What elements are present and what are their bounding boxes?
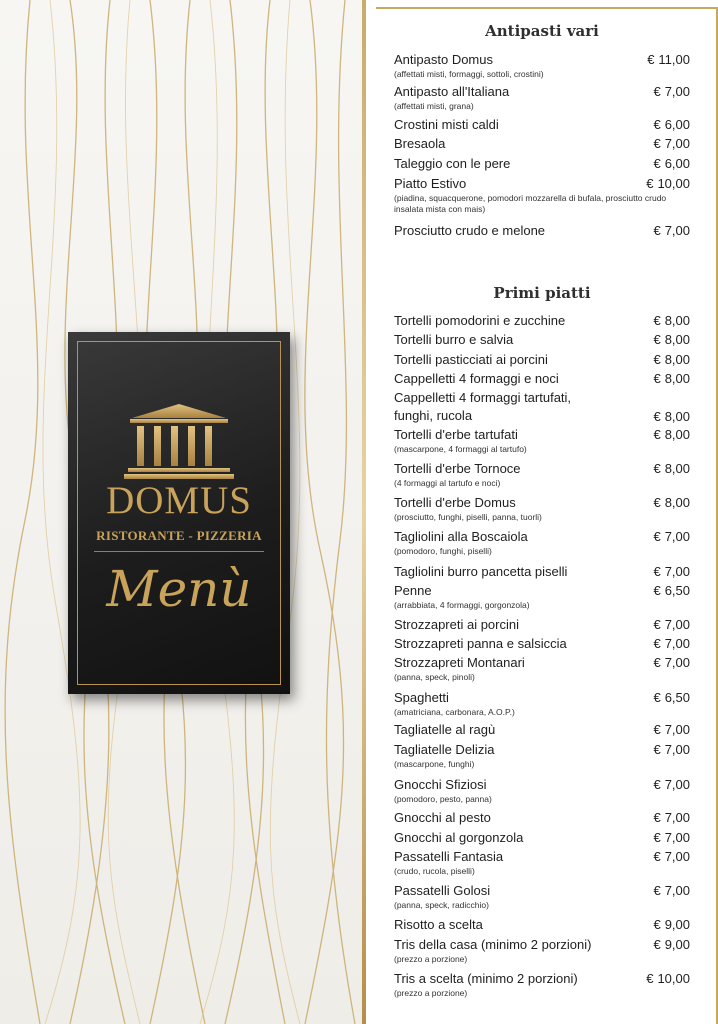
price-amount: 6,50	[664, 690, 690, 705]
price-amount: 7,00	[664, 636, 690, 651]
menu-item-description: (panna, speck, radicchio)	[394, 900, 489, 910]
menu-item-row	[394, 134, 690, 153]
menu-item-price	[653, 828, 690, 847]
menu-item-name: Spaghetti	[394, 690, 449, 705]
menu-item-row	[394, 847, 690, 866]
price-amount: 8,00	[664, 409, 690, 424]
currency-symbol: €	[653, 722, 661, 737]
menu-item-description: (amatriciana, carbonara, A.O.P.)	[394, 707, 515, 717]
menu-item-row	[394, 425, 690, 444]
currency-symbol: €	[653, 409, 661, 424]
menu-item	[394, 527, 690, 557]
menu-item-price	[653, 881, 690, 900]
menu-item	[394, 369, 690, 388]
menu-item-price	[653, 134, 690, 153]
menu-item-row	[394, 720, 690, 739]
menu-item	[394, 688, 690, 718]
menu-item-description: (crudo, rucola, piselli)	[394, 866, 475, 876]
menu-item-row	[394, 493, 690, 512]
menu-item-row	[394, 221, 690, 240]
price-amount: 7,00	[664, 84, 690, 99]
currency-symbol: €	[653, 223, 661, 238]
currency-symbol: €	[653, 564, 661, 579]
price-amount: 8,00	[664, 427, 690, 442]
price-amount: 8,00	[664, 461, 690, 476]
menu-item	[394, 634, 690, 653]
menu-item	[394, 969, 690, 999]
currency-symbol: €	[653, 849, 661, 864]
menu-item-price	[647, 50, 690, 69]
currency-symbol: €	[653, 352, 661, 367]
currency-symbol: €	[653, 136, 661, 151]
panel-top-border	[376, 7, 718, 9]
menu-item-price	[653, 527, 690, 546]
menu-item	[394, 847, 690, 877]
menu-item-description: (mascarpone, funghi)	[394, 759, 475, 769]
menu-item	[394, 115, 690, 134]
menu-item-name: Tris della casa (minimo 2 porzioni)	[394, 937, 592, 952]
menu-item-description: (prezzo a porzione)	[394, 954, 468, 964]
menu-item-description: (pomodoro, pesto, panna)	[394, 794, 492, 804]
currency-symbol: €	[647, 52, 655, 67]
menu-item-row	[394, 388, 690, 407]
menu-item-row	[394, 527, 690, 546]
menu-item	[394, 881, 690, 911]
menu-item	[394, 388, 690, 425]
price-amount: 9,00	[664, 917, 690, 932]
menu-item-name: Tortelli burro e salvia	[394, 332, 514, 347]
menu-item	[394, 50, 690, 80]
section-title-primi: Primi piatti	[493, 284, 591, 302]
menu-item-price	[653, 350, 690, 369]
menu-item-description: (piadina, squacquerone, pomodori mozzarella di bufala, prosciutto crudo insalata mista con mais)	[394, 193, 667, 214]
menu-item	[394, 720, 690, 739]
menu-item-price	[653, 720, 690, 739]
menu-item	[394, 493, 690, 523]
menu-item-name: Gnocchi Sfiziosi	[394, 777, 487, 792]
menu-item-name: Tagliatelle al ragù	[394, 722, 496, 737]
menu-item-price	[653, 154, 690, 173]
currency-symbol: €	[646, 176, 654, 191]
menu-item-name: Tortelli d'erbe Tornoce	[394, 461, 521, 476]
price-amount: 7,00	[664, 564, 690, 579]
plaque-divider	[94, 551, 264, 552]
menu-item-description: (affettati misti, grana)	[394, 101, 474, 111]
menu-item-price	[653, 615, 690, 634]
menu-item	[394, 828, 690, 847]
menu-item	[394, 174, 690, 215]
menu-item-price	[653, 115, 690, 134]
price-amount: 8,00	[664, 495, 690, 510]
price-amount: 7,00	[664, 777, 690, 792]
menu-item-description: (pomodoro, funghi, piselli)	[394, 546, 492, 556]
currency-symbol: €	[653, 810, 661, 825]
menu-item-description: (affettati misti, formaggi, sottoli, crostini)	[394, 69, 544, 79]
price-amount: 8,00	[664, 352, 690, 367]
currency-symbol: €	[653, 117, 661, 132]
price-amount: 10,00	[657, 176, 690, 191]
menu-item-description: (prezzo a porzione)	[394, 988, 468, 998]
menu-item-row	[394, 881, 690, 900]
currency-symbol: €	[653, 937, 661, 952]
menu-item-price	[653, 935, 690, 954]
menu-item	[394, 350, 690, 369]
menu-item-price	[646, 969, 690, 988]
menu-item	[394, 615, 690, 634]
menu-item-name: Tagliolini burro pancetta piselli	[394, 564, 568, 579]
menu-item	[394, 935, 690, 965]
menu-item-row	[394, 615, 690, 634]
menu-item-price	[653, 740, 690, 759]
menu-item	[394, 740, 690, 770]
currency-symbol: €	[653, 156, 661, 171]
menu-item-row	[394, 350, 690, 369]
price-amount: 7,00	[664, 617, 690, 632]
menu-item-row	[394, 935, 690, 954]
brand-subtitle: RISTORANTE - PIZZERIA	[96, 528, 262, 543]
menu-item	[394, 653, 690, 683]
menu-item-description: (arrabbiata, 4 formaggi, gorgonzola)	[394, 600, 530, 610]
menu-item-price	[646, 174, 690, 193]
menu-item-name: Strozzapreti panna e salsiccia	[394, 636, 567, 651]
menu-item-row	[394, 740, 690, 759]
currency-symbol: €	[653, 84, 661, 99]
price-amount: 6,00	[664, 117, 690, 132]
menu-item-price	[653, 369, 690, 388]
menu-item	[394, 154, 690, 173]
menu-item-row	[394, 581, 690, 600]
menu-item-row	[394, 174, 690, 193]
menu-item-price	[653, 493, 690, 512]
menu-item-price	[653, 407, 690, 426]
price-amount: 7,00	[664, 883, 690, 898]
currency-symbol: €	[653, 495, 661, 510]
menu-item-name: Passatelli Fantasia	[394, 849, 504, 864]
menu-item-row	[394, 311, 690, 330]
menu-item-row	[394, 653, 690, 672]
currency-symbol: €	[653, 617, 661, 632]
menu-item-name: Taleggio con le pere	[394, 156, 511, 171]
menu-item	[394, 459, 690, 489]
currency-symbol: €	[653, 313, 661, 328]
brand-name: DOMUS	[106, 479, 252, 522]
menu-item	[394, 775, 690, 805]
currency-symbol: €	[653, 332, 661, 347]
menu-item-name: Strozzapreti Montanari	[394, 655, 525, 670]
menu-title-script: Menù	[106, 560, 252, 618]
menu-item-name: Gnocchi al gorgonzola	[394, 830, 524, 845]
currency-symbol: €	[653, 883, 661, 898]
menu-item-name: Tagliolini alla Boscaiola	[394, 529, 528, 544]
menu-item	[394, 330, 690, 349]
price-amount: 7,00	[664, 742, 690, 757]
currency-symbol: €	[653, 371, 661, 386]
currency-symbol: €	[653, 830, 661, 845]
menu-item-name: Risotto a scelta	[394, 917, 483, 932]
price-amount: 8,00	[664, 332, 690, 347]
menu-item-row	[394, 562, 690, 581]
menu-item-name: Prosciutto crudo e melone	[394, 223, 546, 238]
menu-item-description: (4 formaggi al tartufo e noci)	[394, 478, 501, 488]
menu-item-description: (prosciutto, funghi, piselli, panna, tuorli)	[394, 512, 542, 522]
menu-item-name: Crostini misti caldi	[394, 117, 499, 132]
currency-symbol: €	[653, 655, 661, 670]
price-amount: 8,00	[664, 371, 690, 386]
menu-item-name: Strozzapreti ai porcini	[394, 617, 519, 632]
menu-item	[394, 808, 690, 827]
menu-item-name: Penne	[394, 583, 432, 598]
menu-item-price	[653, 82, 690, 101]
price-amount: 7,00	[664, 223, 690, 238]
menu-item-row	[394, 115, 690, 134]
price-amount: 7,00	[664, 136, 690, 151]
menu-item-name: Passatelli Golosi	[394, 883, 491, 898]
menu-item-price	[653, 915, 690, 934]
temple-icon	[124, 402, 234, 482]
currency-symbol: €	[653, 583, 661, 598]
menu-item	[394, 82, 690, 112]
menu-item-name: Tris a scelta (minimo 2 porzioni)	[394, 971, 578, 986]
price-amount: 7,00	[664, 810, 690, 825]
menu-item-name: Tortelli pasticciati ai porcini	[394, 352, 548, 367]
section-title-antipasti: Antipasti vari	[485, 22, 599, 40]
price-amount: 10,00	[657, 971, 690, 986]
menu-item-name: Tortelli pomodorini e zucchine	[394, 313, 566, 328]
menu-item-name-continued: funghi, rucola	[394, 408, 473, 423]
menu-item-row	[394, 808, 690, 827]
menu-item-row	[394, 828, 690, 847]
menu-item-name: Tortelli d'erbe Domus	[394, 495, 516, 510]
price-amount: 7,00	[664, 849, 690, 864]
menu-item-row	[394, 330, 690, 349]
price-amount: 7,00	[664, 722, 690, 737]
currency-symbol: €	[653, 636, 661, 651]
menu-item-price	[653, 847, 690, 866]
menu-item-price	[653, 562, 690, 581]
menu-item	[394, 915, 690, 934]
menu-item-description: (panna, speck, pinoli)	[394, 672, 475, 682]
menu-item-price	[653, 459, 690, 478]
price-amount: 6,00	[664, 156, 690, 171]
menu-cover-plaque	[68, 332, 290, 694]
menu-item	[394, 311, 690, 330]
menu-item-name: Tagliatelle Delizia	[394, 742, 495, 757]
menu-item-name: Tortelli d'erbe tartufati	[394, 427, 518, 442]
menu-item	[394, 562, 690, 581]
menu-item-name: Antipasto Domus	[394, 52, 493, 67]
currency-symbol: €	[653, 742, 661, 757]
currency-symbol: €	[653, 461, 661, 476]
price-amount: 11,00	[658, 52, 690, 67]
menu-item-row	[394, 82, 690, 101]
price-amount: 8,00	[664, 313, 690, 328]
menu-item-row	[394, 459, 690, 478]
price-amount: 7,00	[664, 830, 690, 845]
menu-item-name: Piatto Estivo	[394, 176, 467, 191]
currency-symbol: €	[653, 777, 661, 792]
menu-item-name: Bresaola	[394, 136, 446, 151]
menu-item	[394, 134, 690, 153]
menu-item-name: Cappelletti 4 formaggi tartufati,	[394, 390, 572, 405]
menu-item-price	[653, 330, 690, 349]
menu-item-row	[394, 915, 690, 934]
menu-item-name: Antipasto all'Italiana	[394, 84, 510, 99]
currency-symbol: €	[653, 427, 661, 442]
menu-item-price	[653, 688, 690, 707]
menu-item-name: Gnocchi al pesto	[394, 810, 491, 825]
menu-item-price	[653, 425, 690, 444]
menu-item-row	[394, 50, 690, 69]
menu-item-price	[653, 221, 690, 240]
price-amount: 9,00	[664, 937, 690, 952]
price-amount: 6,50	[664, 583, 690, 598]
menu-item	[394, 425, 690, 455]
menu-item-row	[394, 154, 690, 173]
menu-item	[394, 221, 690, 240]
menu-item-row	[394, 369, 690, 388]
currency-symbol: €	[646, 971, 654, 986]
currency-symbol: €	[653, 690, 661, 705]
menu-item-price	[653, 808, 690, 827]
menu-item-price	[653, 653, 690, 672]
currency-symbol: €	[653, 917, 661, 932]
menu-item-row	[394, 775, 690, 794]
menu-item-price	[653, 581, 690, 600]
menu-item-price	[653, 775, 690, 794]
menu-item-price	[653, 311, 690, 330]
price-amount: 7,00	[664, 529, 690, 544]
price-amount: 7,00	[664, 655, 690, 670]
menu-item	[394, 581, 690, 611]
menu-item-description: (mascarpone, 4 formaggi al tartufo)	[394, 444, 527, 454]
currency-symbol: €	[653, 529, 661, 544]
menu-item-row	[394, 634, 690, 653]
menu-item-name: Cappelletti 4 formaggi e noci	[394, 371, 559, 386]
menu-panel	[366, 0, 718, 1024]
menu-item-row	[394, 688, 690, 707]
menu-item-price	[653, 634, 690, 653]
menu-item-row	[394, 969, 690, 988]
